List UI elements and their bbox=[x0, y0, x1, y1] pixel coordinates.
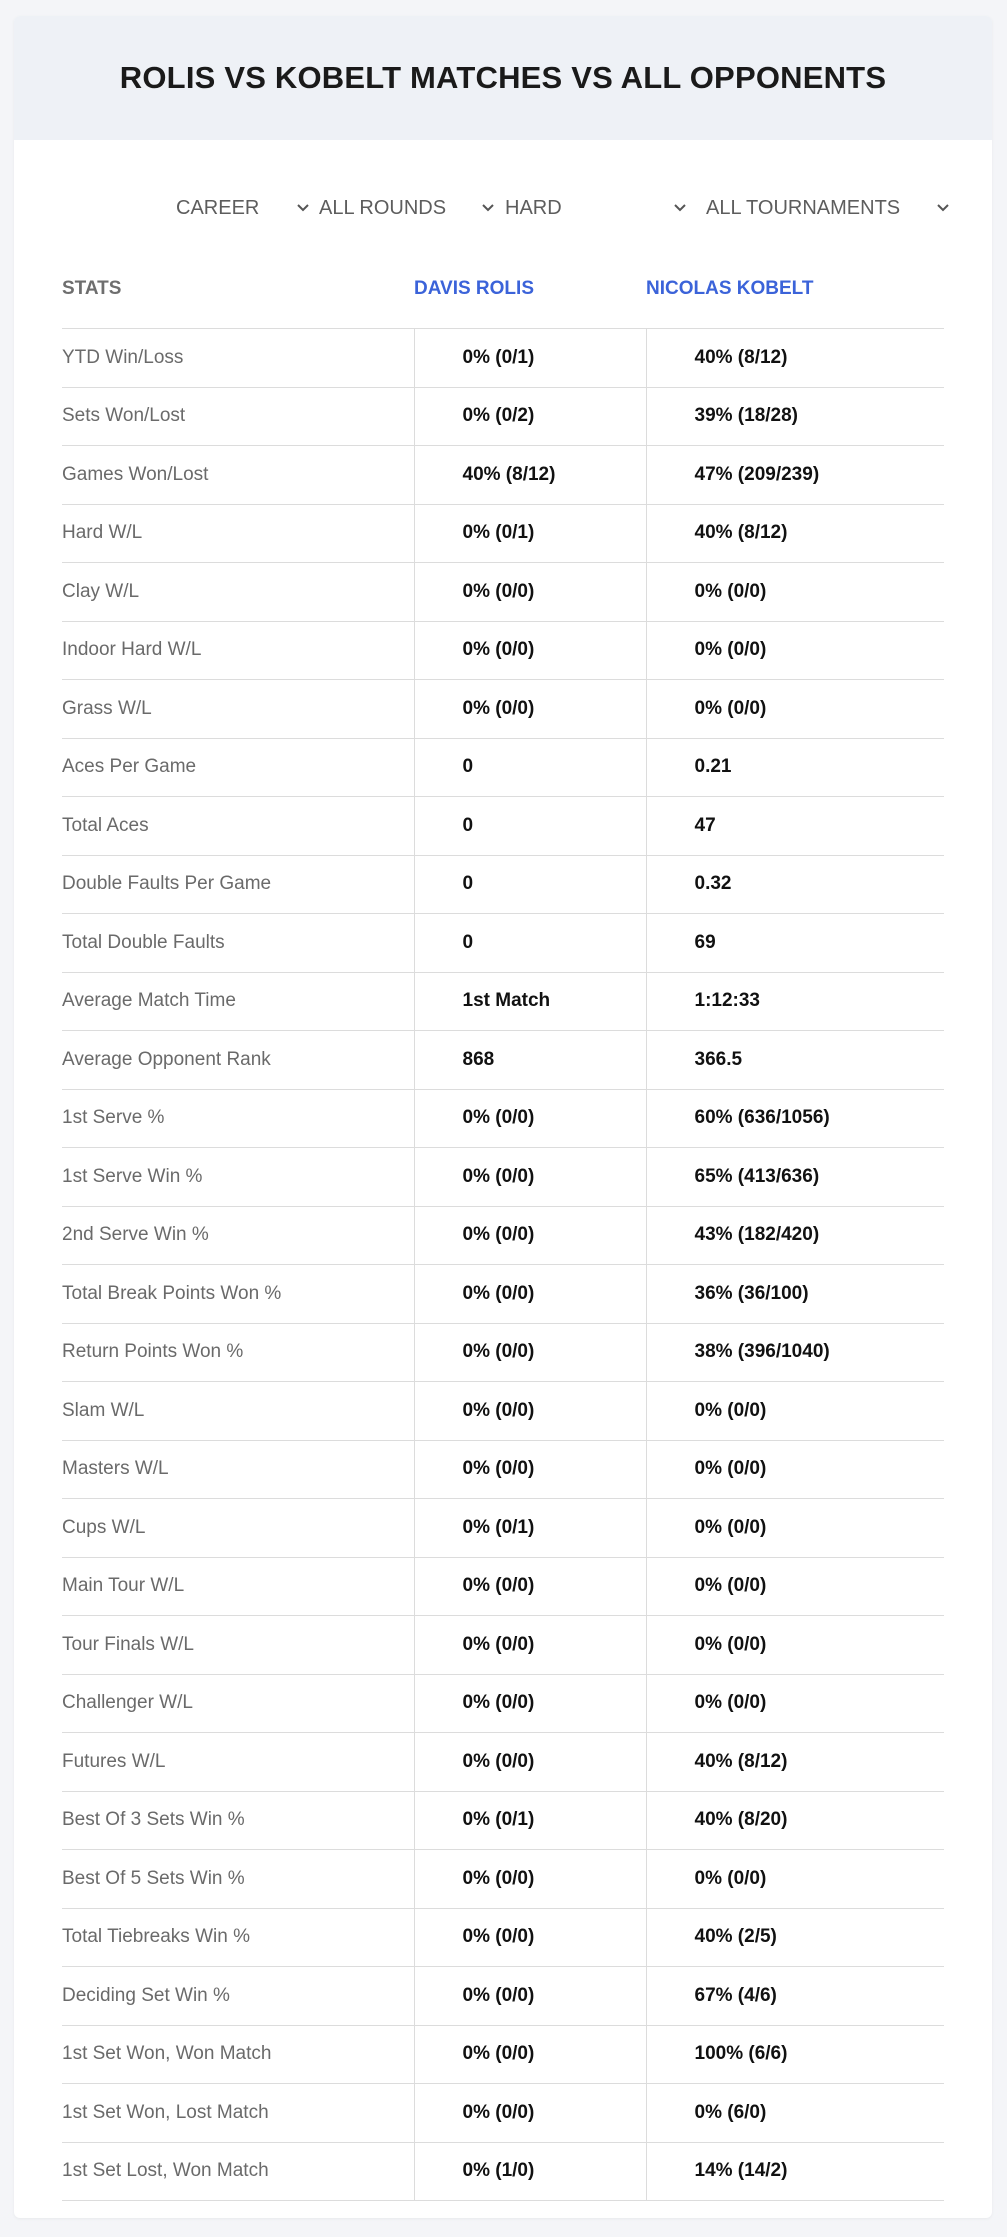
player2-value: 0% (0/0) bbox=[646, 1850, 944, 1909]
player2-value: 0% (0/0) bbox=[646, 563, 944, 622]
player1-value: 0% (0/0) bbox=[414, 1908, 646, 1967]
stat-label: Slam W/L bbox=[62, 1382, 414, 1441]
stat-label: 1st Set Won, Won Match bbox=[62, 2025, 414, 2084]
player2-value: 0% (0/0) bbox=[646, 1616, 944, 1675]
stat-label: Main Tour W/L bbox=[62, 1557, 414, 1616]
player2-value: 0.32 bbox=[646, 855, 944, 914]
tournaments-select[interactable] bbox=[706, 188, 954, 228]
player1-value: 0% (0/0) bbox=[414, 1148, 646, 1207]
card-header bbox=[14, 16, 992, 140]
player1-value: 0% (0/1) bbox=[414, 1791, 646, 1850]
table-row bbox=[62, 1031, 944, 1090]
table-row bbox=[62, 504, 944, 563]
table-row bbox=[62, 1440, 944, 1499]
player1-value: 0% (0/0) bbox=[414, 1967, 646, 2026]
stat-label: Grass W/L bbox=[62, 680, 414, 739]
table-row bbox=[62, 2084, 944, 2143]
table-row bbox=[62, 972, 944, 1031]
column-header-stats: STATS bbox=[62, 250, 414, 329]
player2-value: 0% (0/0) bbox=[646, 680, 944, 739]
player2-value: 0% (0/0) bbox=[646, 1499, 944, 1558]
player2-value: 40% (2/5) bbox=[646, 1908, 944, 1967]
stat-label: Clay W/L bbox=[62, 563, 414, 622]
table-row bbox=[62, 1499, 944, 1558]
player2-value: 14% (14/2) bbox=[646, 2142, 944, 2201]
stat-label: Masters W/L bbox=[62, 1440, 414, 1499]
player2-value: 0% (0/0) bbox=[646, 1557, 944, 1616]
period-select[interactable] bbox=[176, 188, 314, 228]
player2-value: 40% (8/12) bbox=[646, 1733, 944, 1792]
period-select-value: CAREER bbox=[176, 196, 260, 219]
chevron-down-icon bbox=[477, 197, 499, 219]
stat-label: Cups W/L bbox=[62, 1499, 414, 1558]
table-row bbox=[62, 1089, 944, 1148]
player2-value: 67% (4/6) bbox=[646, 1967, 944, 2026]
stat-label: Aces Per Game bbox=[62, 738, 414, 797]
page-title: ROLIS VS KOBELT MATCHES VS ALL OPPONENTS bbox=[119, 60, 887, 95]
player1-value: 40% (8/12) bbox=[414, 446, 646, 505]
player1-value: 0 bbox=[414, 738, 646, 797]
player1-value: 0% (0/0) bbox=[414, 2025, 646, 2084]
table-row bbox=[62, 1967, 944, 2026]
player2-value: 0% (0/0) bbox=[646, 1440, 944, 1499]
player2-value: 366.5 bbox=[646, 1031, 944, 1090]
table-row bbox=[62, 1850, 944, 1909]
table-row bbox=[62, 738, 944, 797]
table-row bbox=[62, 1382, 944, 1441]
stat-label: Futures W/L bbox=[62, 1733, 414, 1792]
player1-value: 0% (0/0) bbox=[414, 563, 646, 622]
tournaments-select-value: ALL TOURNAMENTS bbox=[706, 196, 901, 219]
stat-label: Deciding Set Win % bbox=[62, 1967, 414, 2026]
player1-value: 0% (0/0) bbox=[414, 1206, 646, 1265]
player2-value: 0.21 bbox=[646, 738, 944, 797]
table-row bbox=[62, 1323, 944, 1382]
player1-value: 0% (0/1) bbox=[414, 1499, 646, 1558]
table-row bbox=[62, 1148, 944, 1207]
stat-label: Average Opponent Rank bbox=[62, 1031, 414, 1090]
stat-label: Total Tiebreaks Win % bbox=[62, 1908, 414, 1967]
stats-table bbox=[62, 250, 944, 2201]
chevron-down-icon bbox=[292, 197, 314, 219]
rounds-select-value: ALL ROUNDS bbox=[319, 196, 447, 219]
stat-label: Double Faults Per Game bbox=[62, 855, 414, 914]
stat-label: 1st Serve Win % bbox=[62, 1148, 414, 1207]
table-row bbox=[62, 1557, 944, 1616]
player1-value: 0% (0/1) bbox=[414, 329, 646, 388]
player1-value: 0% (0/0) bbox=[414, 621, 646, 680]
player1-value: 0% (0/0) bbox=[414, 1382, 646, 1441]
stats-card bbox=[14, 16, 992, 2218]
player1-value: 0 bbox=[414, 914, 646, 973]
player2-value: 47% (209/239) bbox=[646, 446, 944, 505]
table-row bbox=[62, 680, 944, 739]
player1-value: 0% (0/0) bbox=[414, 1674, 646, 1733]
player2-value: 100% (6/6) bbox=[646, 2025, 944, 2084]
column-header-player1[interactable]: DAVIS ROLIS bbox=[414, 250, 646, 329]
stat-label: Tour Finals W/L bbox=[62, 1616, 414, 1675]
stat-label: 2nd Serve Win % bbox=[62, 1206, 414, 1265]
player2-value: 39% (18/28) bbox=[646, 387, 944, 446]
table-row bbox=[62, 914, 944, 973]
player2-value: 0% (0/0) bbox=[646, 621, 944, 680]
player1-value: 0% (0/1) bbox=[414, 504, 646, 563]
table-row bbox=[62, 2025, 944, 2084]
player2-value: 0% (0/0) bbox=[646, 1674, 944, 1733]
chevron-down-icon bbox=[669, 197, 691, 219]
stat-label: Challenger W/L bbox=[62, 1674, 414, 1733]
player2-value: 60% (636/1056) bbox=[646, 1089, 944, 1148]
table-row bbox=[62, 1908, 944, 1967]
table-row bbox=[62, 446, 944, 505]
surface-select-value: HARD bbox=[505, 196, 562, 219]
player1-value: 0% (0/0) bbox=[414, 1733, 646, 1792]
table-row bbox=[62, 855, 944, 914]
table-row bbox=[62, 1616, 944, 1675]
chevron-down-icon bbox=[932, 197, 954, 219]
surface-select[interactable] bbox=[505, 188, 691, 228]
stat-label: Return Points Won % bbox=[62, 1323, 414, 1382]
filter-bar bbox=[14, 188, 992, 228]
player1-value: 0 bbox=[414, 855, 646, 914]
player1-value: 0% (0/0) bbox=[414, 1089, 646, 1148]
stat-label: Average Match Time bbox=[62, 972, 414, 1031]
table-row bbox=[62, 563, 944, 622]
table-row bbox=[62, 2142, 944, 2201]
stat-label: 1st Serve % bbox=[62, 1089, 414, 1148]
stat-label: Best Of 3 Sets Win % bbox=[62, 1791, 414, 1850]
player2-value: 0% (0/0) bbox=[646, 1382, 944, 1441]
rounds-select[interactable] bbox=[319, 188, 499, 228]
player1-value: 868 bbox=[414, 1031, 646, 1090]
player1-value: 0 bbox=[414, 797, 646, 856]
table-row bbox=[62, 1733, 944, 1792]
stat-label: Games Won/Lost bbox=[62, 446, 414, 505]
table-row bbox=[62, 1791, 944, 1850]
player2-value: 65% (413/636) bbox=[646, 1148, 944, 1207]
player2-value: 40% (8/12) bbox=[646, 504, 944, 563]
stats-table-body bbox=[62, 329, 944, 2201]
player2-value: 0% (6/0) bbox=[646, 2084, 944, 2143]
table-row bbox=[62, 621, 944, 680]
stat-label: YTD Win/Loss bbox=[62, 329, 414, 388]
stat-label: Total Break Points Won % bbox=[62, 1265, 414, 1324]
table-row bbox=[62, 797, 944, 856]
player1-value: 0% (0/0) bbox=[414, 680, 646, 739]
player2-value: 1:12:33 bbox=[646, 972, 944, 1031]
player1-value: 0% (0/0) bbox=[414, 2084, 646, 2143]
player2-value: 69 bbox=[646, 914, 944, 973]
table-row bbox=[62, 329, 944, 388]
column-header-player2[interactable]: NICOLAS KOBELT bbox=[646, 250, 944, 329]
player1-value: 1st Match bbox=[414, 972, 646, 1031]
table-row bbox=[62, 1674, 944, 1733]
player2-value: 38% (396/1040) bbox=[646, 1323, 944, 1382]
player1-value: 0% (0/0) bbox=[414, 1323, 646, 1382]
table-header-row bbox=[62, 250, 944, 329]
stat-label: Total Double Faults bbox=[62, 914, 414, 973]
table-row bbox=[62, 387, 944, 446]
stat-label: 1st Set Lost, Won Match bbox=[62, 2142, 414, 2201]
player1-value: 0% (0/0) bbox=[414, 1850, 646, 1909]
player1-value: 0% (0/2) bbox=[414, 387, 646, 446]
stat-label: Best Of 5 Sets Win % bbox=[62, 1850, 414, 1909]
player1-value: 0% (0/0) bbox=[414, 1557, 646, 1616]
stat-label: Total Aces bbox=[62, 797, 414, 856]
player2-value: 36% (36/100) bbox=[646, 1265, 944, 1324]
stat-label: Hard W/L bbox=[62, 504, 414, 563]
stat-label: Indoor Hard W/L bbox=[62, 621, 414, 680]
player1-value: 0% (1/0) bbox=[414, 2142, 646, 2201]
player2-value: 43% (182/420) bbox=[646, 1206, 944, 1265]
table-row bbox=[62, 1206, 944, 1265]
player2-value: 40% (8/20) bbox=[646, 1791, 944, 1850]
stat-label: 1st Set Won, Lost Match bbox=[62, 2084, 414, 2143]
player1-value: 0% (0/0) bbox=[414, 1616, 646, 1675]
player2-value: 47 bbox=[646, 797, 944, 856]
player2-value: 40% (8/12) bbox=[646, 329, 944, 388]
player1-value: 0% (0/0) bbox=[414, 1265, 646, 1324]
stat-label: Sets Won/Lost bbox=[62, 387, 414, 446]
player1-value: 0% (0/0) bbox=[414, 1440, 646, 1499]
table-row bbox=[62, 1265, 944, 1324]
